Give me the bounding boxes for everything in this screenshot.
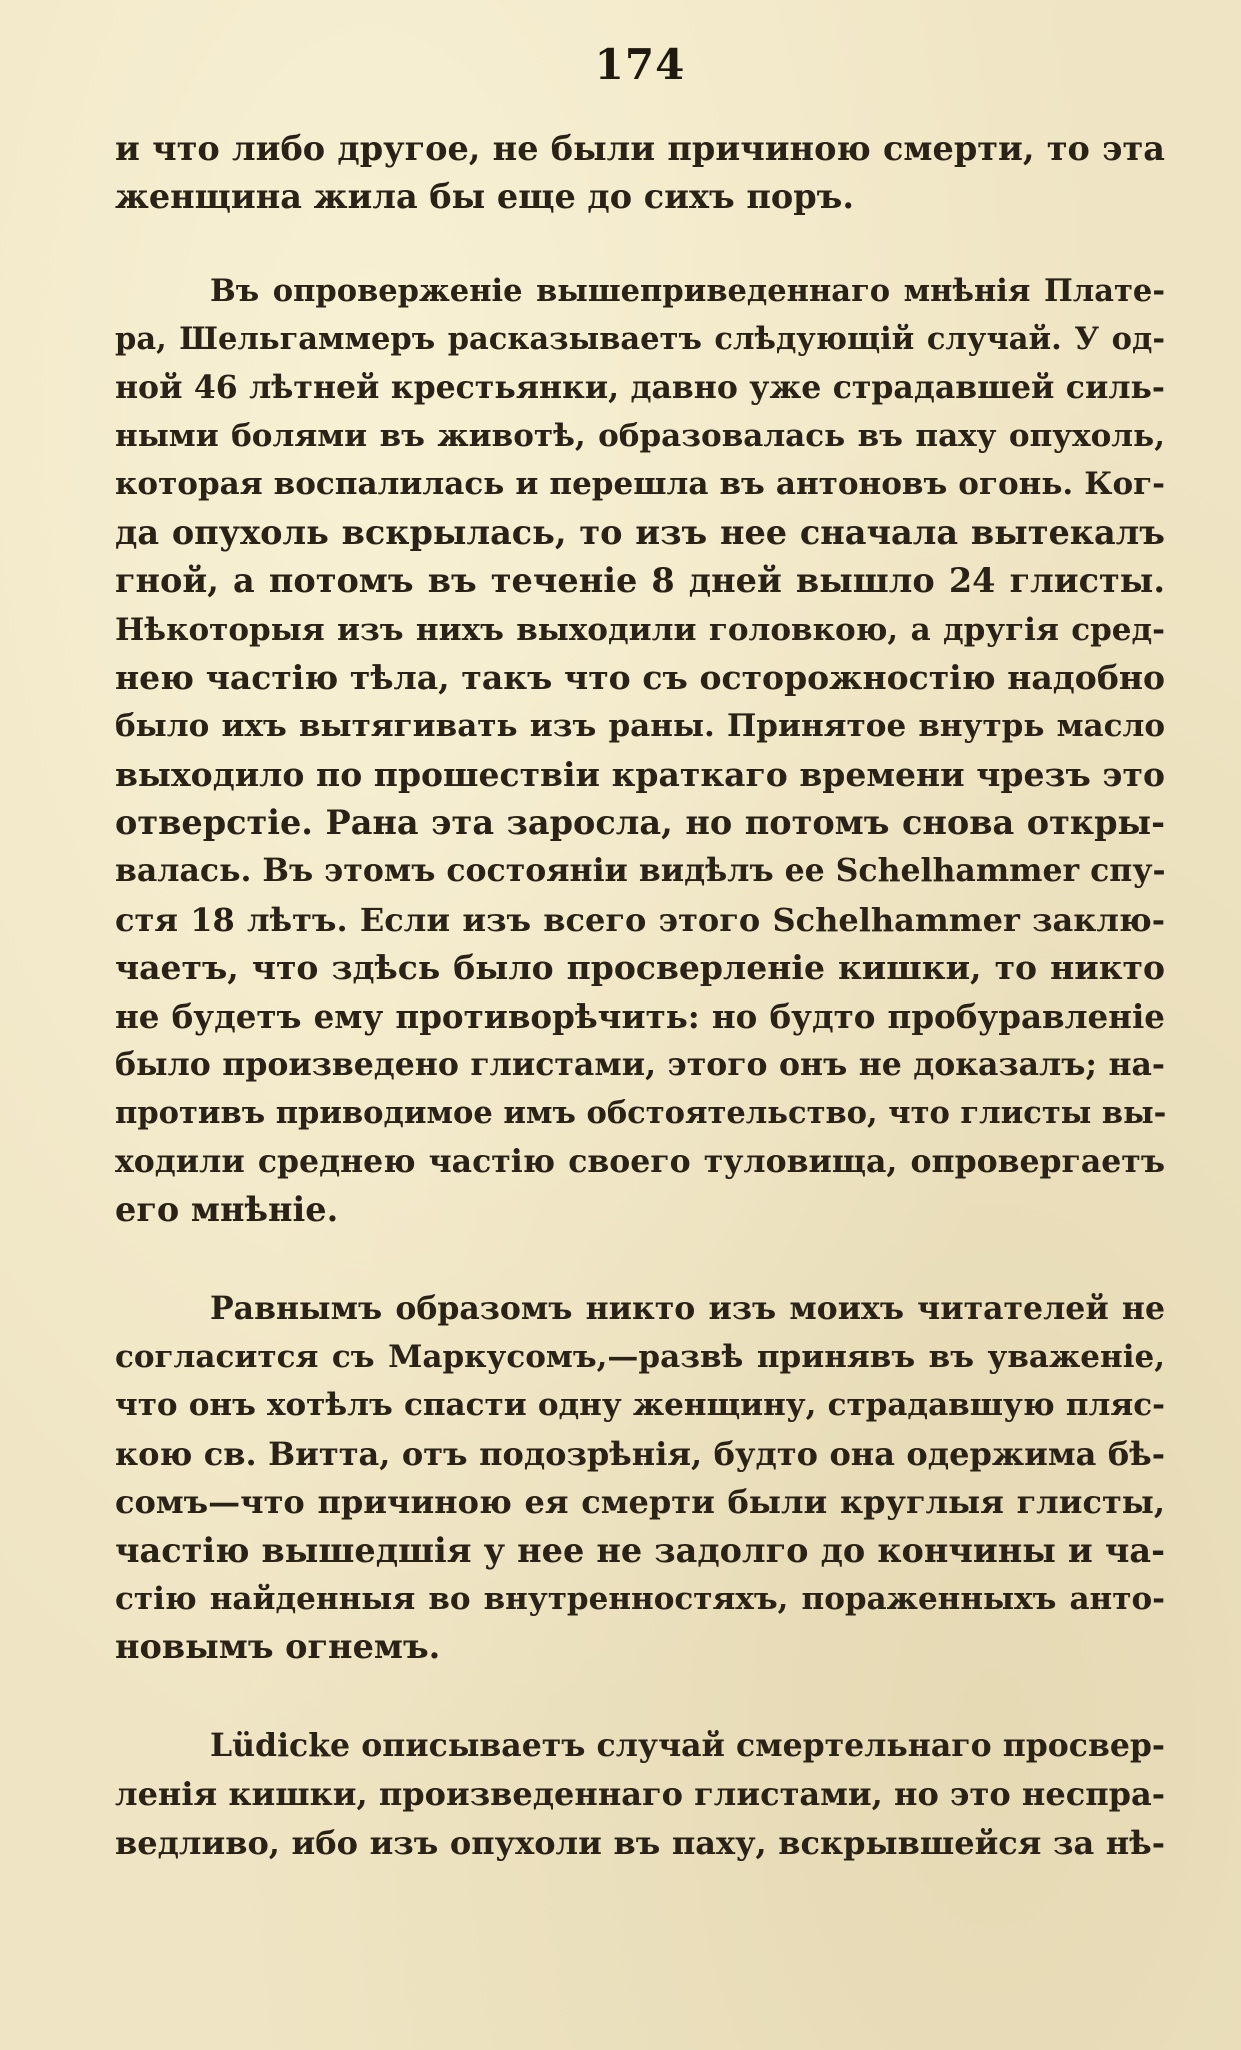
text-line: ной 46 лѣтней крестьянки, давно уже страдавшей силь- bbox=[115, 368, 1165, 406]
text-line: гной, а потомъ въ теченіе 8 дней вышло 24 глисты. bbox=[115, 561, 1165, 601]
text-line: не будетъ ему противорѣчить: но будто пробуравленіе bbox=[115, 996, 1165, 1036]
paragraph-1 bbox=[115, 125, 1165, 222]
text-line: стію найденныя во внутренностяхъ, пораженныхъ анто- bbox=[115, 1580, 1165, 1617]
text-line: Нѣкоторыя изъ нихъ выходили головкою, а другія сред- bbox=[115, 611, 1165, 648]
text-line: чаетъ, что здѣсь было просверленіе кишки, то никто bbox=[115, 948, 1165, 988]
text-line: ра, Шельгаммеръ расказываетъ слѣдующій случай. У од- bbox=[115, 321, 1165, 358]
paragraph-3 bbox=[115, 1285, 1165, 1672]
text-line: выходило по прошествіи краткаго времени чрезъ это bbox=[115, 754, 1165, 794]
text-line: ходили среднею частію своего туловища, опровергаетъ bbox=[115, 1142, 1165, 1180]
text-line: согласится съ Маркусомъ,—развѣ принявъ въ уваженіе, bbox=[115, 1338, 1165, 1375]
text-line: новымъ огнемъ. bbox=[115, 1627, 441, 1667]
text-line: сомъ—что причиною ея смерти были круглыя глисты, bbox=[115, 1483, 1165, 1522]
text-line: кою св. Витта, отъ подозрѣнія, будто она одержима бѣ- bbox=[115, 1434, 1165, 1473]
book-page bbox=[115, 40, 1165, 1867]
paragraph-2 bbox=[115, 267, 1165, 1235]
text-line: стя 18 лѣтъ. Если изъ всего этого Schelhammer заклю- bbox=[115, 900, 1165, 939]
text-line: и что либо другое, не были причиною смерти, то эта bbox=[115, 129, 1165, 168]
text-line: валась. Въ этомъ состояніи видѣлъ ее Schelhammer спу- bbox=[115, 852, 1166, 890]
page-number: 174 bbox=[594, 40, 686, 89]
text-line: Въ опроверженіе вышеприведеннаго мнѣнія Плате- bbox=[210, 272, 1165, 309]
text-line: ленія кишки, произведеннаго глистами, но это неспра- bbox=[115, 1775, 1165, 1814]
text-line: противъ приводимое имъ обстоятельство, что глисты вы- bbox=[115, 1095, 1167, 1132]
text-line: которая воспалилась и перешла въ антоновъ огонь. Ког- bbox=[115, 466, 1165, 503]
text-line: женщина жила бы еще до сихъ поръ. bbox=[115, 177, 854, 217]
text-line: отверстіе. Рана эта заросла, но потомъ снова откры- bbox=[115, 803, 1165, 843]
text-line: да опухоль вскрылась, то изъ нее сначала вытекалъ bbox=[115, 512, 1165, 552]
text-line: что онъ хотѣлъ спасти одну женщину, страдавшую пляс- bbox=[115, 1387, 1165, 1424]
text-line: ными болями въ животѣ, образовалась въ паху опухоль, bbox=[115, 417, 1165, 454]
text-line: Lüdicke описываетъ случай смертельнаго просвер- bbox=[210, 1726, 1165, 1764]
text-line: было произведено глистами, этого онъ не доказалъ; на- bbox=[115, 1046, 1165, 1084]
paragraph-4 bbox=[115, 1722, 1165, 1867]
text-line: его мнѣніе. bbox=[115, 1190, 339, 1230]
text-line: нею частію тѣла, такъ что съ осторожностію надобно bbox=[115, 657, 1165, 697]
text-line: было ихъ вытягивать изъ раны. Принятое внутрь масло bbox=[115, 708, 1165, 745]
text-line: ведливо, ибо изъ опухоли въ паху, вскрывшейся за нѣ- bbox=[115, 1823, 1165, 1862]
text-line: частію вышедшія у нее не задолго до кончины и ча- bbox=[115, 1530, 1165, 1570]
text-line: Равнымъ образомъ никто изъ моихъ читателей не bbox=[210, 1289, 1165, 1327]
